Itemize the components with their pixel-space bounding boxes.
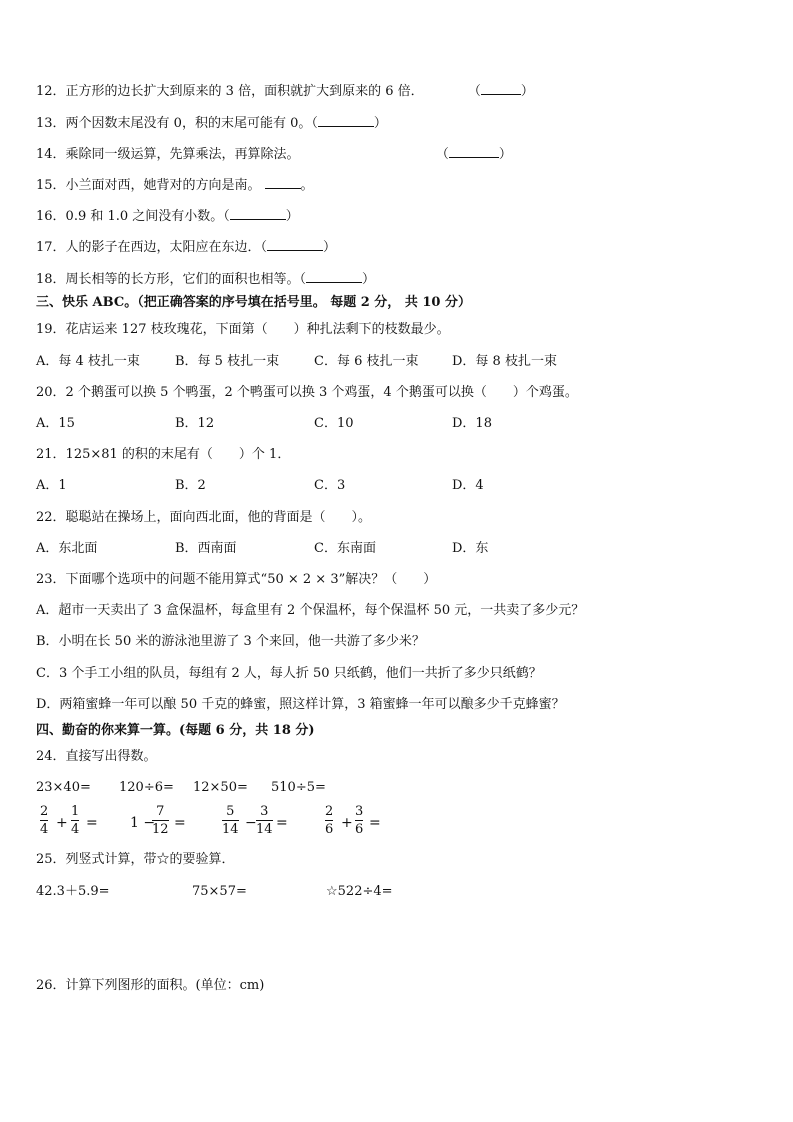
q19-option-d[interactable]: D．每 8 枝扎一束: [452, 354, 557, 369]
question-19-text: 19．花店运来 127 枝玫瑰花，下面第（ ）种扎法剩下的枝数最少。: [36, 322, 450, 337]
q23-option-c[interactable]: C．3 个手工小组的队员，每组有 2 人，每人折 50 只纸鹤，他们一共折了多少只纸鹤？: [36, 666, 542, 681]
question-12: 12．正方形的边长扩大到原来的 3 倍，面积就扩大到原来的 6 倍． （ ）: [36, 84, 534, 99]
q23-option-b[interactable]: B．小明在长 50 米的游泳池里游了 3 个来回，他一共游了多少米？: [36, 634, 425, 649]
question-14: 14．乘除同一级运算，先算乘法，再算除法。 （ ）: [36, 147, 512, 162]
question-12-text: 12．正方形的边长扩大到原来的 3 倍，面积就扩大到原来的 6 倍．: [36, 84, 424, 99]
calc-3: 12×50=: [193, 780, 248, 795]
fraction: 2 4: [40, 804, 49, 837]
question-23-text: 23．下面哪个选项中的问题不能用算式“50 × 2 × 3”解决？（ ）: [36, 572, 437, 587]
q21-option-c[interactable]: C．3: [314, 478, 346, 493]
q20-option-b[interactable]: B．12: [175, 416, 215, 431]
fraction: 5 14: [222, 804, 239, 837]
fraction: 7 12: [152, 804, 169, 837]
section-4-title: 四、勤奋的你来算一算。(每题 6 分，共 18 分): [36, 723, 315, 738]
q20-option-d[interactable]: D．18: [452, 416, 492, 431]
calc-2: 120÷6=: [119, 780, 174, 795]
question-18: 18．周长相等的长方形，它们的面积也相等。（ ）: [36, 272, 376, 287]
q23-option-d[interactable]: D．两箱蜜蜂一年可以酿 50 千克的蜂蜜，照这样计算，3 箱蜜蜂一年可以酿多少千克蜂蜜？: [36, 697, 565, 712]
q23-option-a[interactable]: A．超市一天卖出了 3 盒保温杯，每盒里有 2 个保温杯，每个保温杯 50 元，一共卖了多少元？: [36, 603, 585, 618]
answer-blank-14[interactable]: [449, 145, 499, 158]
question-17: 17．人的影子在西边，太阳应在东边．（ ）: [36, 240, 337, 255]
answer-blank-12[interactable]: [481, 82, 521, 95]
q19-option-a[interactable]: A．每 4 枝扎一束: [36, 354, 140, 369]
question-21-text: 21．125×81 的积的末尾有（ ）个 1．: [36, 447, 291, 462]
q21-option-d[interactable]: D．4: [452, 478, 484, 493]
answer-blank-15[interactable]: [265, 176, 301, 189]
answer-blank-17[interactable]: [267, 238, 323, 251]
fraction: 3 6: [355, 804, 364, 837]
section-3-title: 三、快乐 ABC。（把正确答案的序号填在括号里。 每题 2 分， 共 10 分）: [36, 295, 471, 310]
q22-option-c[interactable]: C．东南面: [314, 541, 376, 556]
q21-option-a[interactable]: A．1: [36, 478, 67, 493]
q22-option-a[interactable]: A．东北面: [36, 541, 98, 556]
fraction: 3 14: [256, 804, 273, 837]
answer-blank-18[interactable]: [306, 270, 362, 283]
q20-option-c[interactable]: C．10: [314, 416, 354, 431]
q19-option-b[interactable]: B．每 5 枝扎一束: [175, 354, 280, 369]
question-17-text: 17．人的影子在西边，太阳应在东边．（: [36, 240, 268, 255]
question-15-text: 15．小兰面对西，她背对的方向是南。: [36, 178, 261, 193]
fraction: 2 6: [325, 804, 334, 837]
vertical-calc-2: 75×57=: [192, 884, 247, 899]
vertical-calc-3: ☆522÷4=: [326, 884, 393, 899]
q20-option-a[interactable]: A．15: [36, 416, 75, 431]
question-15: 15．小兰面对西，她背对的方向是南。 。: [36, 178, 314, 193]
q22-option-d[interactable]: D．东: [452, 541, 489, 556]
question-24-text: 24．直接写出得数。: [36, 749, 157, 764]
question-16: 16．0.9 和 1.0 之间没有小数。（ ）: [36, 209, 299, 224]
answer-blank-16[interactable]: [230, 207, 286, 220]
calc-4: 510÷5=: [271, 780, 326, 795]
question-13-text: 13．两个因数末尾没有 0，积的末尾可能有 0。（: [36, 116, 318, 131]
answer-blank-13[interactable]: [318, 114, 374, 127]
vertical-calc-1: 42.3＋5.9=: [36, 884, 110, 899]
question-13: 13．两个因数末尾没有 0，积的末尾可能有 0。（ ）: [36, 116, 387, 131]
question-14-text: 14．乘除同一级运算，先算乘法，再算除法。: [36, 147, 300, 162]
question-18-text: 18．周长相等的长方形，它们的面积也相等。（: [36, 272, 307, 287]
question-26-text: 26．计算下列图形的面积。(单位：cm): [36, 978, 265, 993]
question-16-text: 16．0.9 和 1.0 之间没有小数。（: [36, 209, 230, 224]
q19-option-c[interactable]: C．每 6 枝扎一束: [314, 354, 419, 369]
question-22-text: 22．聪聪站在操场上，面向西北面，他的背面是（ ）。: [36, 510, 372, 525]
question-20-text: 20．2 个鹅蛋可以换 5 个鸭蛋，2 个鸭蛋可以换 3 个鸡蛋，4 个鹅蛋可以换（ ）个鸡蛋。: [36, 385, 578, 400]
calc-1: 23×40=: [36, 780, 91, 795]
fraction: 1 4: [71, 804, 80, 837]
q22-option-b[interactable]: B．西南面: [175, 541, 237, 556]
q21-option-b[interactable]: B．2: [175, 478, 206, 493]
question-25-text: 25．列竖式计算，带☆的要验算．: [36, 852, 235, 867]
